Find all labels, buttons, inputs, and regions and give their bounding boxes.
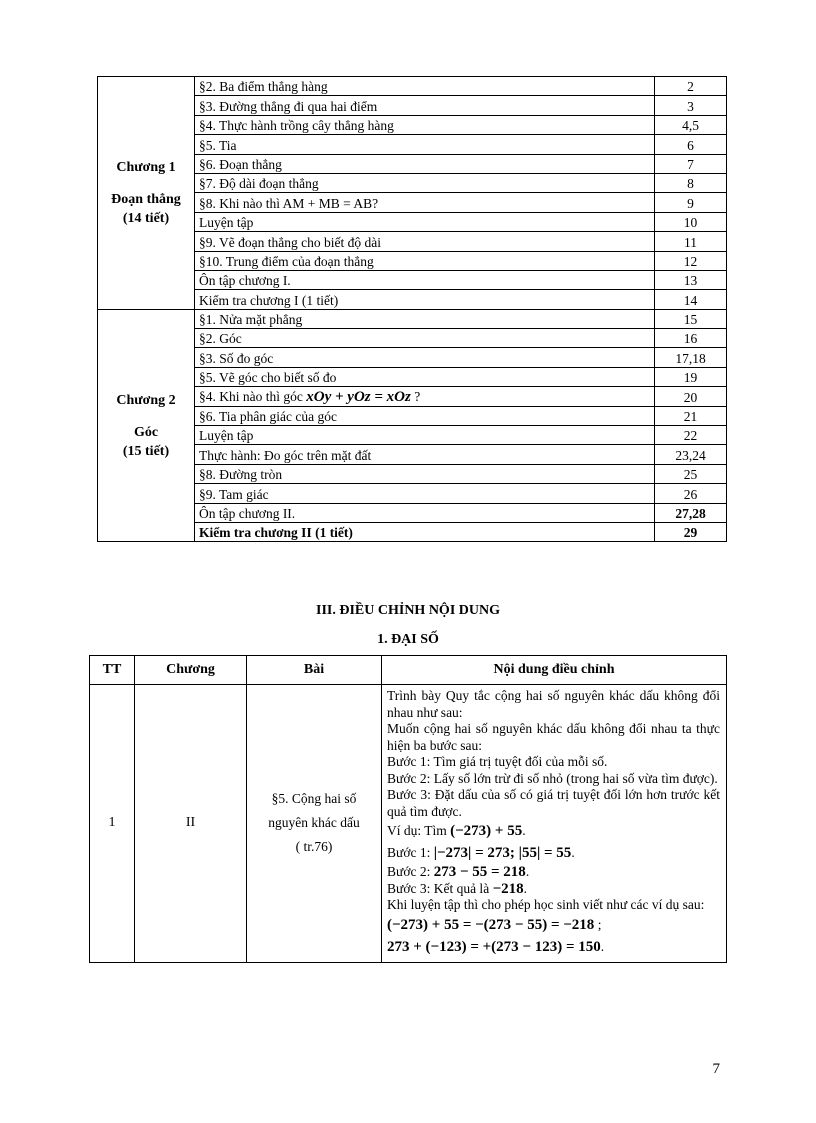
lesson-name: Kiểm tra chương II (1 tiết): [199, 525, 353, 541]
chapter-spacer: [98, 177, 194, 190]
chapter-cell: [98, 77, 195, 310]
row-tt: 1: [90, 685, 135, 963]
example-step-expression: −218: [492, 880, 524, 897]
lesson-cell: [195, 154, 655, 173]
chapter-subtitle: Góc: [133, 424, 159, 440]
lesson-name: §7. Độ dài đoạn thẳng: [199, 176, 319, 192]
example-step-2: Bước 2: 273 − 55 = 218.: [387, 864, 530, 880]
period-cell: 2: [655, 77, 727, 96]
lesson-cell: [195, 387, 655, 406]
lesson-cell: [195, 173, 655, 192]
practice-note: Khi luyện tập thì cho phép học sinh viết như các ví dụ sau:: [387, 897, 705, 912]
rule-statement: Muốn cộng hai số nguyên khác dấu không đổi nhau ta thực hiện ba bước sau:: [387, 721, 720, 753]
lesson-cell: [195, 445, 655, 464]
formula-suffix: ?: [414, 388, 421, 404]
example-step-expression: 273 − 55 = 218: [433, 864, 526, 880]
chapter-cell: [98, 309, 195, 542]
table-header-row: [90, 656, 727, 685]
lesson-cell: [195, 503, 655, 522]
lesson-name: §8. Khi nào thì AM + MB = AB?: [199, 195, 379, 211]
example-step-label: Bước 3: Kết quả là: [387, 880, 490, 896]
lesson-cell: [195, 426, 655, 445]
lesson-cell: [195, 232, 655, 251]
lesson-cell: [195, 115, 655, 134]
period-cell: 9: [655, 193, 727, 212]
chapter-title: Chương 2: [116, 392, 176, 408]
formula-expression: 273 + (−123) = +(273 − 123) = 150: [387, 938, 601, 955]
period-cell: 13: [655, 270, 727, 289]
lesson-cell: [195, 135, 655, 154]
period-cell: 8: [655, 173, 727, 192]
period-cell: 22: [655, 426, 727, 445]
table-row: [90, 685, 727, 963]
rule-step-1: Bước 1: Tìm giá trị tuyệt đối của mỗi số.: [387, 754, 608, 769]
lesson-cell: [195, 406, 655, 425]
period-cell: 27,28: [655, 503, 727, 522]
practice-formula-2: 273 + (−123) = +(273 − 123) = 150.: [387, 938, 605, 955]
lesson-name: §4. Khi nào thì góc: [199, 388, 303, 404]
rule-step-2: Bước 2: Lấy số lớn trừ đi số nhỏ (trong hai số vừa tìm được).: [387, 770, 718, 786]
row-content: [382, 685, 727, 963]
table-row: [98, 309, 727, 328]
lesson-cell: [195, 484, 655, 503]
example-step-1: Bước 1: |−273| = 273; |55| = 55.: [387, 845, 575, 861]
lesson-name: Kiểm tra chương I (1 tiết): [199, 292, 339, 308]
lesson-name: §3. Số đo góc: [199, 350, 274, 366]
period-cell: 11: [655, 232, 727, 251]
example-step-3: Bước 3: Kết quả là −218.: [387, 880, 527, 897]
period-cell: 12: [655, 251, 727, 270]
period-cell: 23,24: [655, 445, 727, 464]
lesson-name: Ôn tập chương II.: [199, 505, 296, 521]
lesson-schedule-table: [97, 76, 727, 542]
lesson-line: nguyên khác dấu: [268, 815, 360, 831]
chapter-period-count: (15 tiết): [122, 443, 170, 459]
lesson-name: §6. Đoạn thẳng: [199, 156, 282, 172]
period-cell: 3: [655, 96, 727, 115]
example-step-label: Bước 2:: [387, 864, 431, 879]
lesson-cell: [195, 77, 655, 96]
lesson-cell: [195, 348, 655, 367]
example-step-expression: |−273| = 273; |55| = 55: [433, 845, 572, 861]
example-expression: (−273) + 55: [450, 823, 523, 839]
section-title: III. ĐIỀU CHỈNH NỘI DUNG: [316, 603, 500, 618]
chapter-spacer: [98, 410, 194, 423]
lesson-cell: [195, 251, 655, 270]
period-cell: 15: [655, 309, 727, 328]
period-cell: 4,5: [655, 115, 727, 134]
lesson-name: §3. Đường thẳng đi qua hai điểm: [199, 98, 378, 114]
lesson-name: Ôn tập chương I.: [199, 273, 291, 289]
lesson-name: Luyện tập: [199, 428, 254, 444]
period-cell: 19: [655, 367, 727, 386]
period-cell: 10: [655, 212, 727, 231]
rule-step-3: Bước 3: Đặt dấu của số có giá trị tuyệt đối lớn hơn trước kết quả tìm được.: [387, 787, 720, 819]
lesson-name: Luyện tập: [199, 215, 254, 231]
lesson-line: §5. Cộng hai số: [271, 791, 357, 807]
period-cell: 29: [655, 522, 727, 541]
table-row: [98, 77, 727, 96]
lesson-name: §2. Ba điểm thẳng hàng: [199, 79, 328, 95]
header-content: Nội dung điều chỉnh: [382, 656, 727, 685]
practice-formula-1: (−273) + 55 = −(273 − 55) = −218 ;: [387, 916, 602, 933]
row-lesson: [247, 685, 382, 963]
period-cell: 25: [655, 464, 727, 483]
lesson-name: §4. Thực hành trồng cây thẳng hàng: [199, 118, 394, 134]
period-cell: 26: [655, 484, 727, 503]
lesson-name: §2. Góc: [199, 331, 242, 347]
lesson-line: ( tr.76): [295, 839, 333, 855]
header-chapter: Chương: [135, 656, 247, 685]
period-cell: 14: [655, 290, 727, 309]
rule-intro: Trình bày Quy tắc cộng hai số nguyên khác dấu không đổi nhau như sau:: [387, 688, 720, 720]
content-adjustment-table: [89, 655, 727, 963]
period-cell: 6: [655, 135, 727, 154]
lesson-name: §9. Vẽ đoạn thẳng cho biết độ dài: [199, 234, 381, 250]
example-step-label: Bước 1:: [387, 845, 431, 860]
lesson-cell: [195, 464, 655, 483]
lesson-cell: [195, 270, 655, 289]
lesson-cell: [195, 212, 655, 231]
example-label: Ví dụ: Tìm: [387, 823, 447, 838]
formula-expression: (−273) + 55 = −(273 − 55) = −218: [387, 916, 595, 933]
lesson-cell: [195, 193, 655, 212]
lesson-name: Thực hành: Đo góc trên mặt đất: [199, 447, 372, 463]
lesson-cell: [195, 522, 655, 541]
chapter-period-count: (14 tiết): [122, 210, 170, 226]
lesson-name: §5. Tia: [199, 137, 237, 153]
example-line: Ví dụ: Tìm (−273) + 55.: [387, 823, 526, 839]
row-chapter: II: [135, 685, 247, 963]
lesson-cell: [195, 367, 655, 386]
lesson-name: §10. Trung điểm của đoạn thẳng: [199, 253, 374, 269]
lesson-name: §6. Tia phân giác của góc: [199, 409, 337, 425]
period-cell: 20: [655, 387, 727, 406]
lesson-cell: [195, 290, 655, 309]
lesson-cell: [195, 329, 655, 348]
angle-formula: xOy + yOz = xOz: [306, 388, 411, 405]
lesson-name: §5. Vẽ góc cho biết số đo: [199, 370, 337, 386]
period-cell: 7: [655, 154, 727, 173]
subsection-title: 1. ĐẠI SỐ: [377, 632, 439, 647]
period-cell: 16: [655, 329, 727, 348]
header-lesson: Bài: [247, 656, 382, 685]
chapter-subtitle: Đoạn thẳng: [111, 191, 181, 207]
lesson-cell: [195, 96, 655, 115]
period-cell: 21: [655, 406, 727, 425]
period-cell: 17,18: [655, 348, 727, 367]
page-number: 7: [712, 1061, 720, 1077]
lesson-name: §1. Nửa mặt phẳng: [199, 312, 303, 328]
chapter-title: Chương 1: [116, 159, 176, 175]
lesson-cell: [195, 309, 655, 328]
lesson-name: §9. Tam giác: [199, 486, 269, 502]
lesson-name: §8. Đường tròn: [199, 467, 283, 483]
header-tt: TT: [90, 656, 135, 685]
